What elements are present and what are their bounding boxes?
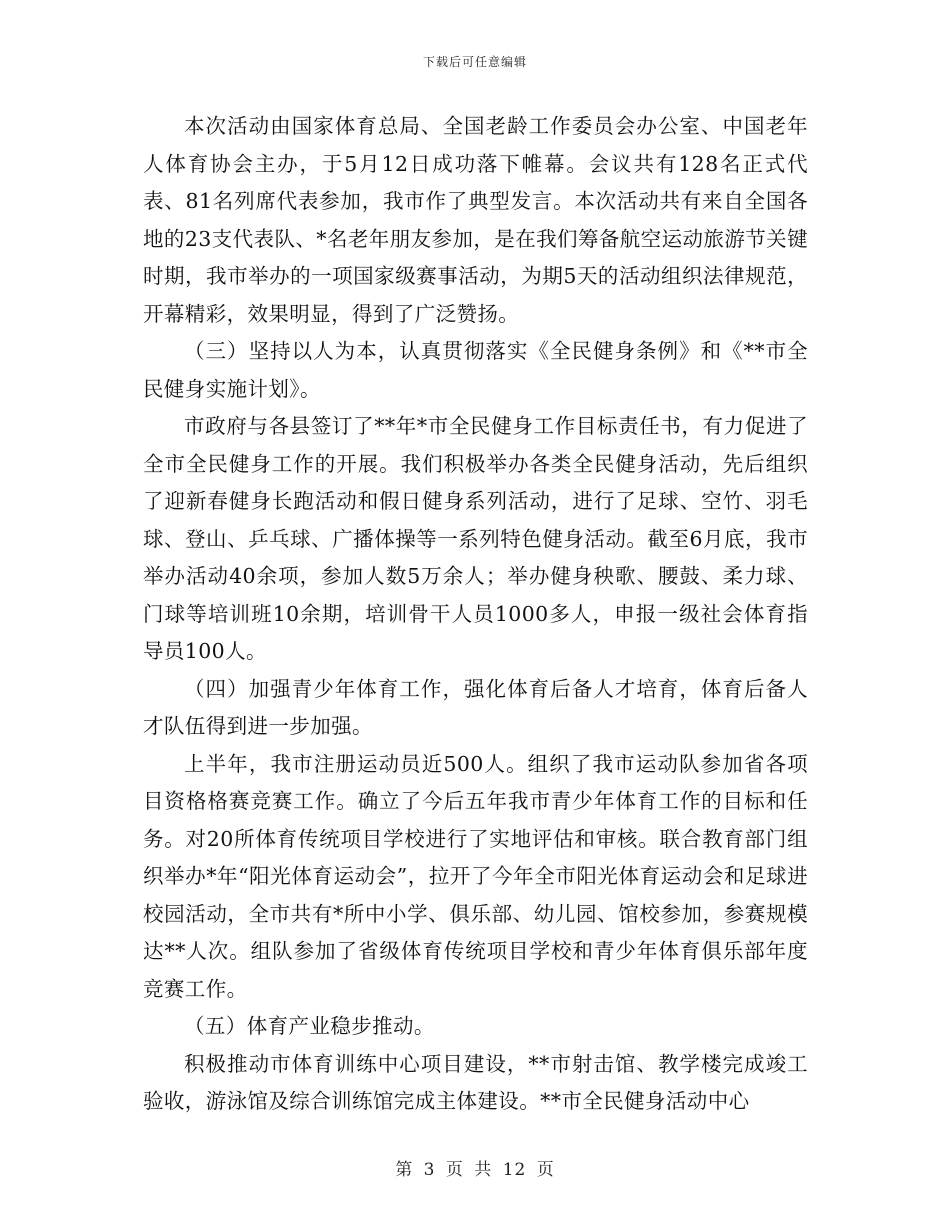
paragraph-fitness-activities: 市政府与各县签订了**年*市全民健身工作目标责任书，有力促进了全市全民健身工作的开展。我们积极举办各类全民健身活动，先后组织了迎新春健身长跑活动和假日健身系列活动，进行了足球、空竹、羽毛球、登山、乒乓球、广播体操等一系列特色健身活动。截至6月底，我市举办活动40余项，参加人数5万余人；举办健身秧歌、腰鼓、柔力球、门球等培训班10余期，培训骨干人员1000多人，申报一级社会体育指导员100人。	[143, 414, 808, 663]
section-heading-five: （五）体育产业稳步推动。	[184, 1014, 435, 1038]
document-body	[143, 108, 808, 1121]
page-number: 第 3 页 共 12 页	[395, 1160, 555, 1180]
page-header-note: 下载后可任意编辑	[422, 55, 527, 69]
section-heading-four: （四）加强青少年体育工作，强化体育后备人才培育，体育后备人才队伍得到进一步加强。	[143, 676, 808, 738]
paragraph-sports-industry: 积极推动市体育训练中心项目建设，**市射击馆、教学楼完成竣工验收，游泳馆及综合训练馆完成主体建设。**市全民健身活动中心	[143, 1051, 808, 1113]
paragraph-youth-sports: 上半年，我市注册运动员近500人。组织了我市运动队参加省各项目资格格赛竞赛工作。确立了今后五年我市青少年体育工作的目标和任务。对20所体育传统项目学校进行了实地评估和审核。联合教育部门组织举办*年“阳光体育运动会”，拉开了今年全市阳光体育运动会和足球进校园活动，全市共有*所中小学、俱乐部、幼儿园、馆校参加，参赛规模达**人次。组队参加了省级体育传统项目学校和青少年体育俱乐部年度竞赛工作。	[143, 751, 808, 1001]
section-heading-three: （三）坚持以人为本，认真贯彻落实《全民健身条例》和《**市全民健身实施计划》。	[143, 339, 808, 401]
paragraph-event-summary: 本次活动由国家体育总局、全国老龄工作委员会办公室、中国老年人体育协会主办，于5月12日成功落下帷幕。会议共有128名正式代表、81名列席代表参加，我市作了典型发言。本次活动共有来自全国各地的23支代表队、*名老年朋友参加，是在我们筹备航空运动旅游节关键时期，我市举办的一项国家级赛事活动，为期5天的活动组织法律规范，开幕精彩，效果明显，得到了广泛赞扬。	[143, 114, 808, 326]
